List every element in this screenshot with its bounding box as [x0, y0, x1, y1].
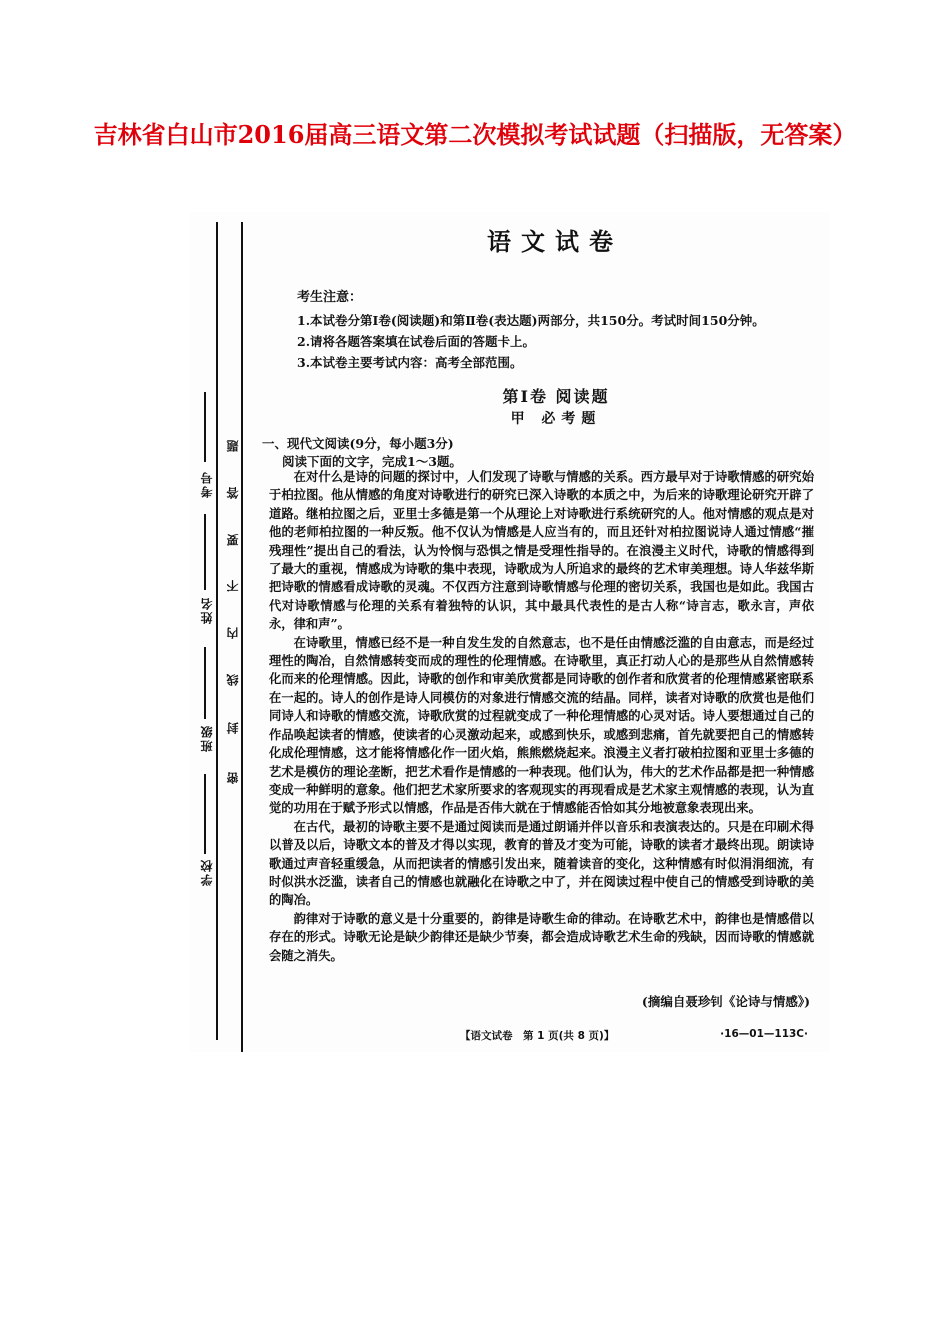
page-footer: 【语文试卷 第 1 页(共 8 页)】	[460, 1030, 615, 1042]
seal-char: 不	[226, 580, 240, 592]
name-label: 姓名	[200, 596, 214, 624]
class-label: 班级	[200, 724, 214, 752]
seal-char: 题	[226, 440, 240, 452]
seal-char: 内	[226, 627, 240, 639]
reading-passage	[269, 468, 814, 965]
school-label: 学校	[200, 858, 214, 886]
school-blank	[204, 774, 206, 854]
scanned-page	[190, 212, 830, 1052]
exam-number-blank	[204, 392, 206, 462]
seal-char: 答	[226, 487, 240, 499]
exam-notice	[297, 287, 765, 373]
seal-char: 密	[226, 772, 240, 784]
class-blank	[204, 647, 206, 719]
name-blank	[204, 514, 206, 590]
exam-number-label: 考号	[200, 470, 214, 498]
passage-paragraph: 在古代，最初的诗歌主要不是通过阅读而是通过朗诵并伴以音乐和表演表达的。只是在印刷术得以普及以后，诗歌文本的普及才得以实现，教育的普及才变为可能，诗歌的读者才最终出现。朗读诗歌通过声音轻重缓急，从而把读者的情感引发出来，随着读音的变化，这种情感有时似涓涓细流，有时似洪水泛滥，读者自己的情感也就融化在诗歌之中了，并在阅读过程中使自己的情感受到诗歌的美的陶冶。	[269, 818, 814, 908]
seal-char: 封	[226, 722, 240, 734]
notice-item: 2.请将各题答案填在试卷后面的答题卡上。	[297, 334, 536, 349]
binding-line-inner	[241, 222, 243, 1052]
passage-paragraph: 在诗歌里，情感已经不是一种自发生发的自然意志，也不是任由情感泛滥的自由意志，而是经过理性的陶冶，自然情感转变而成的理性的伦理情感。在诗歌里，真正打动人心的是那些从自然情感转化而来的伦理情感。因此，诗歌的创作和审美欣赏都是同诗歌的创作者和欣赏者的伦理情感紧密联系在一起的。诗人的创作是诗人同模仿的对象进行情感交流的结晶。同样，读者对诗歌的欣赏也是他们同诗人和诗歌的情感交流，诗歌欣赏的过程就变成了一种伦理情感的心灵对话。诗人要想通过自己的作品唤起读者的情感，使读者的心灵激动起来，或感到快乐，或感到悲痛，首先就要把自己的情感转化成伦理情感，这才能将情感化作一团火焰，熊熊燃烧起来。浪漫主义者打破柏拉图和亚里士多德的艺术是模仿的理论垄断，把艺术看作是情感的一种表现。他们认为，伟大的艺术作品都是把一种情感变成一种鲜明的意象。他们把艺术家所要求的客观现实的再现看成是艺术家主观情感的表现，认为直觉的功用在于赋予形式以情感，作品是否伟大就在于情感能否恰如其分地被意象表现出来。	[269, 634, 814, 816]
document-title: 吉林省白山市2016届高三语文第二次模拟考试试题（扫描版，无答案）	[93, 120, 857, 149]
passage-paragraph: 在对什么是诗的问题的探讨中，人们发现了诗歌与情感的关系。西方最早对于诗歌情感的研究始于柏拉图。他从情感的角度对诗歌进行的研究已深入诗歌的本质之中，为后来的诗歌理论研究开辟了道路。继柏拉图之后，亚里士多德是第一个从理论上对诗歌进行系统研究的人。他对情感的观点是对他的老师柏拉图的一种反叛。他不仅认为情感是人应当有的，而且还针对柏拉图说诗人通过情感“摧残理性”提出自己的看法，认为怜悯与恐惧之情是受理性指导的。在浪漫主义时代，诗歌的情感得到了最大的重视，情感成为诗歌的集中表现，诗歌成为人所追求的最终的艺术审美理想。诗人华兹华斯把诗歌的情感看成诗歌的灵魂。不仅西方注意到诗歌情感与伦理的密切关系，我国也是如此。我国古代对诗歌情感与伦理的关系有着独特的认识，其中最具代表性的是古人称“诗言志，歌永言，声依永，律和声”。	[269, 469, 814, 632]
paper-code: ·16—01—113C·	[720, 1028, 808, 1040]
seal-char: 要	[226, 534, 240, 546]
section-heading: 一、现代文阅读(9分，每小题3分)	[262, 436, 454, 451]
seal-char: 线	[226, 674, 240, 686]
passage-citation: (摘编自聂珍钊《论诗与情感》)	[641, 994, 810, 1009]
notice-heading: 考生注意：	[297, 290, 363, 305]
passage-paragraph: 韵律对于诗歌的意义是十分重要的，韵律是诗歌生命的律动。在诗歌艺术中，韵律也是情感借以存在的形式。诗歌无论是缺少韵律还是缺少节奏，都会造成诗歌艺术生命的残缺，因而诗歌的情感就会随之消失。	[269, 910, 814, 963]
notice-item: 1.本试卷分第Ⅰ卷(阅读题)和第Ⅱ卷(表达题)两部分，共150分。考试时间150分钟。	[297, 313, 765, 328]
part-subtitle: 甲 必考题	[510, 411, 602, 427]
paper-title: 语文试卷	[487, 227, 623, 256]
binding-line-outer	[216, 222, 218, 1040]
section-instruction: 阅读下面的文字，完成1～3题。	[282, 454, 462, 469]
part-title: 第Ⅰ卷 阅读题	[502, 387, 610, 406]
notice-item: 3.本试卷主要考试内容：高考全部范围。	[297, 355, 523, 370]
